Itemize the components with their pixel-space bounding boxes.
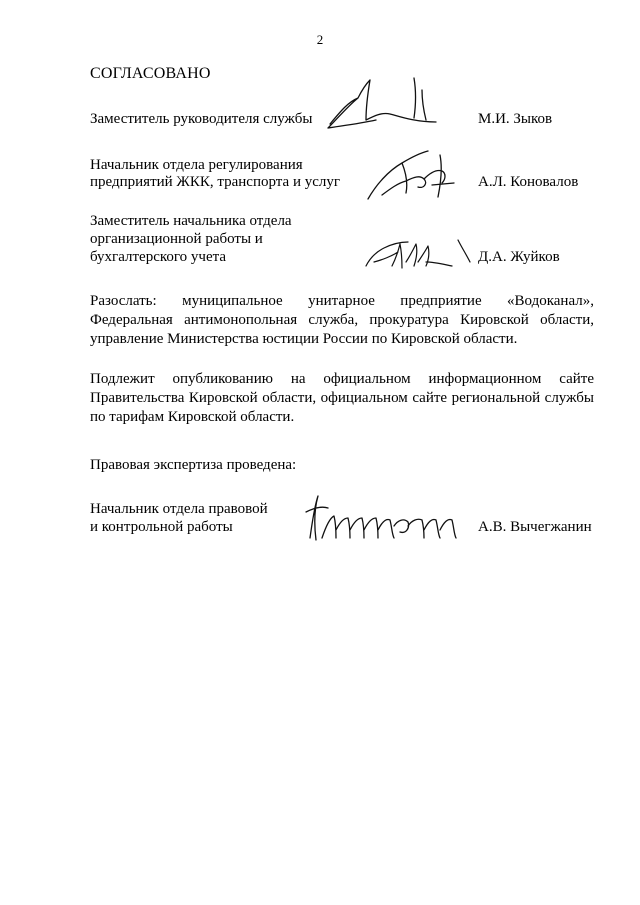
legal-reviewer-title-line-2: и контрольной работы: [90, 519, 233, 535]
legal-reviewer-name: А.В. Вычегжанин: [478, 519, 592, 535]
approver-3-name: Д.А. Жуйков: [478, 249, 560, 265]
legal-reviewer-title-line-1: Начальник отдела правовой: [90, 501, 268, 517]
distribution-line-2: Федеральная антимонопольная служба, прокуратура Кировской области,: [90, 312, 594, 328]
approver-1-signature: [318, 72, 448, 134]
approver-2-title-line-1: Начальник отдела регулирования: [90, 157, 303, 173]
distribution-paragraph: [90, 292, 594, 349]
legal-reviewer-signature: [300, 490, 470, 546]
publication-line-2: Правительства Кировской области, официальном сайте региональной службы: [90, 390, 594, 406]
distribution-line-1: Разослать: муниципальное унитарное предприятие «Водоканал»,: [90, 293, 594, 309]
approver-3-title-line-3: бухгалтерского учета: [90, 249, 227, 265]
approval-heading: СОГЛАСОВАНО: [90, 65, 211, 82]
approver-3-signature: [362, 232, 474, 272]
publication-line-3: по тарифам Кировской области.: [90, 409, 295, 425]
approver-1-title-line-1: Заместитель руководителя службы: [90, 111, 313, 127]
approver-2-name: А.Л. Коновалов: [478, 174, 579, 190]
publication-line-1: Подлежит опубликованию на официальном информационном сайте: [90, 371, 594, 387]
approver-1-name: М.И. Зыков: [478, 111, 553, 127]
approver-3-title-line-1: Заместитель начальника отдела: [90, 213, 292, 229]
approver-3-title-line-2: организационной работы и: [90, 231, 263, 247]
approver-2-title-line-2: предприятий ЖКК, транспорта и услуг: [90, 174, 341, 190]
distribution-line-3: управление Министерства юстиции России по Кировской области.: [90, 331, 518, 347]
page-number: 2: [316, 32, 324, 47]
approver-2-signature: [362, 145, 462, 205]
publication-paragraph: [90, 370, 594, 427]
legal-review-statement: Правовая экспертиза проведена:: [90, 457, 297, 473]
